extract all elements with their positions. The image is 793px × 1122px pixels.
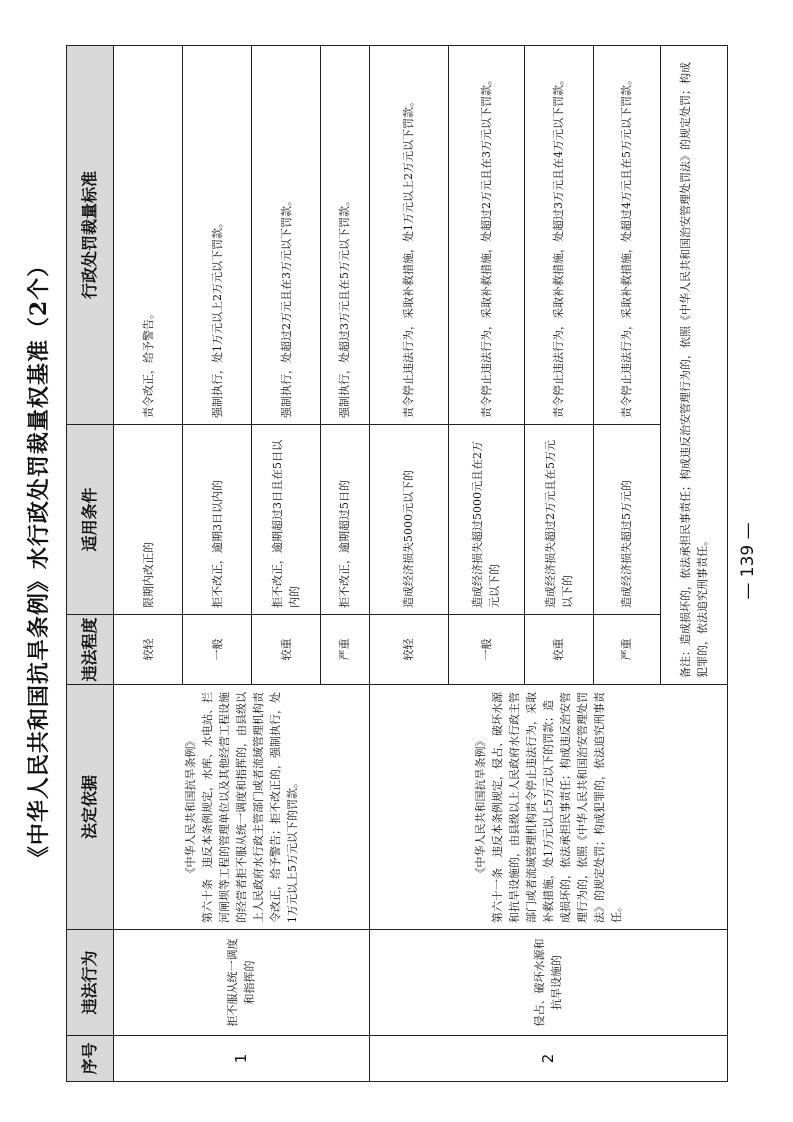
penalty-standard: 强制执行，处超过3万元且在5万元以下罚款。 (321, 46, 369, 425)
penalty-standard: 强制执行，处1万元以上2万元以下罚款。 (183, 46, 252, 425)
legal-basis (369, 685, 727, 930)
penalty-standard: 责令停止违法行为，采取补救措施，处超过4万元且在5万元以下罚款。 (593, 46, 660, 425)
header-standard: 行政处罚裁量标准 (67, 46, 114, 425)
violation-behavior: 拒不服从统一调度和指挥的 (114, 930, 370, 1036)
applicable-condition: 造成经济损失超过5000元且在2万元以下的 (449, 425, 524, 615)
remark: 备注：造成损坏的，依法承担民事责任；构成违反治安管理行为的，依照《中华人民共和国治安管理处罚法》的规定处罚；构成犯罪的，依法追究刑事责任。 (660, 46, 727, 685)
item-number: 1 (114, 1036, 370, 1082)
penalty-standard: 责令停止违法行为，采取补救措施，处1万元以上2万元以下罚款。 (369, 46, 449, 425)
penalty-standard: 责令停止违法行为，采取补救措施，处超过2万元且在3万元以下罚款。 (449, 46, 524, 425)
violation-degree: 较轻 (114, 615, 183, 685)
legal-basis (114, 685, 370, 930)
violation-behavior: 侵占、破坏水源和抗旱设施的 (369, 930, 727, 1036)
penalty-standard: 责令改正，给予警告。 (114, 46, 183, 425)
header-no: 序号 (67, 1036, 114, 1082)
penalty-standard-table (66, 45, 728, 1082)
header-condition: 适用条件 (67, 425, 114, 615)
table-row (369, 46, 449, 1082)
violation-degree: 严重 (321, 615, 369, 685)
violation-degree: 较轻 (369, 615, 449, 685)
basis-text: 第六十条 违反本条例规定，水库、水电站、拦河闸坝等工程的管理单位以及其他经营工程设施的经营者拒不服从统一调度和指挥的，由县级以上人民政府水行政主管部门或者流域管理机构责令改正，给予警告；拒不改正的，强制执行，处1万元以上5万元以下的罚款。 (200, 692, 299, 923)
page-title: 《中华人民共和国抗旱条例》水行政处罚裁量权基准（2个） (26, 253, 52, 869)
violation-degree: 较重 (524, 615, 593, 685)
violation-degree: 严重 (593, 615, 660, 685)
table-row (114, 46, 183, 1082)
table-header-row (67, 46, 114, 1082)
applicable-condition: 限期内改正的 (114, 425, 183, 615)
applicable-condition: 拒不改正，逾期3日以内的 (183, 425, 252, 615)
basis-title: 《中华人民共和国抗旱条例》 (183, 735, 197, 879)
header-behavior: 违法行为 (67, 930, 114, 1036)
penalty-standard: 责令停止违法行为，采取补救措施，处超过3万元且在4万元以下罚款。 (524, 46, 593, 425)
applicable-condition: 拒不改正，逾期超过3日且在5日以内的 (252, 425, 321, 615)
header-degree: 违法程度 (67, 615, 114, 685)
basis-text: 第六十一条 违反本条例规定，侵占、破坏水源和抗旱设施的，由县级以上人民政府水行政主管部门或者流域管理机构责令停止违法行为，采取补救措施，处1万元以上5万元以下的罚款；造成损坏的，依法承担民事责任；构成违反治安管理行为的，依照《中华人民共和国治安管理处罚法》的规定处罚；构成犯罪的，依法追究刑事责任。 (490, 692, 623, 923)
page-number: — 139 — (738, 522, 758, 600)
violation-degree: 较重 (252, 615, 321, 685)
applicable-condition: 造成经济损失超过5万元的 (593, 425, 660, 615)
applicable-condition: 拒不改正，逾期超过5日的 (321, 425, 369, 615)
basis-title: 《中华人民共和国抗旱条例》 (473, 735, 487, 879)
rotated-page (16, 36, 776, 1086)
penalty-standard: 强制执行，处超过2万元且在3万元以下罚款。 (252, 46, 321, 425)
header-basis: 法定依据 (67, 685, 114, 930)
violation-degree: 一般 (183, 615, 252, 685)
applicable-condition: 造成经济损失5000元以下的 (369, 425, 449, 615)
item-number: 2 (369, 1036, 727, 1082)
applicable-condition: 造成经济损失超过2万元且在5万元以下的 (524, 425, 593, 615)
violation-degree: 一般 (449, 615, 524, 685)
